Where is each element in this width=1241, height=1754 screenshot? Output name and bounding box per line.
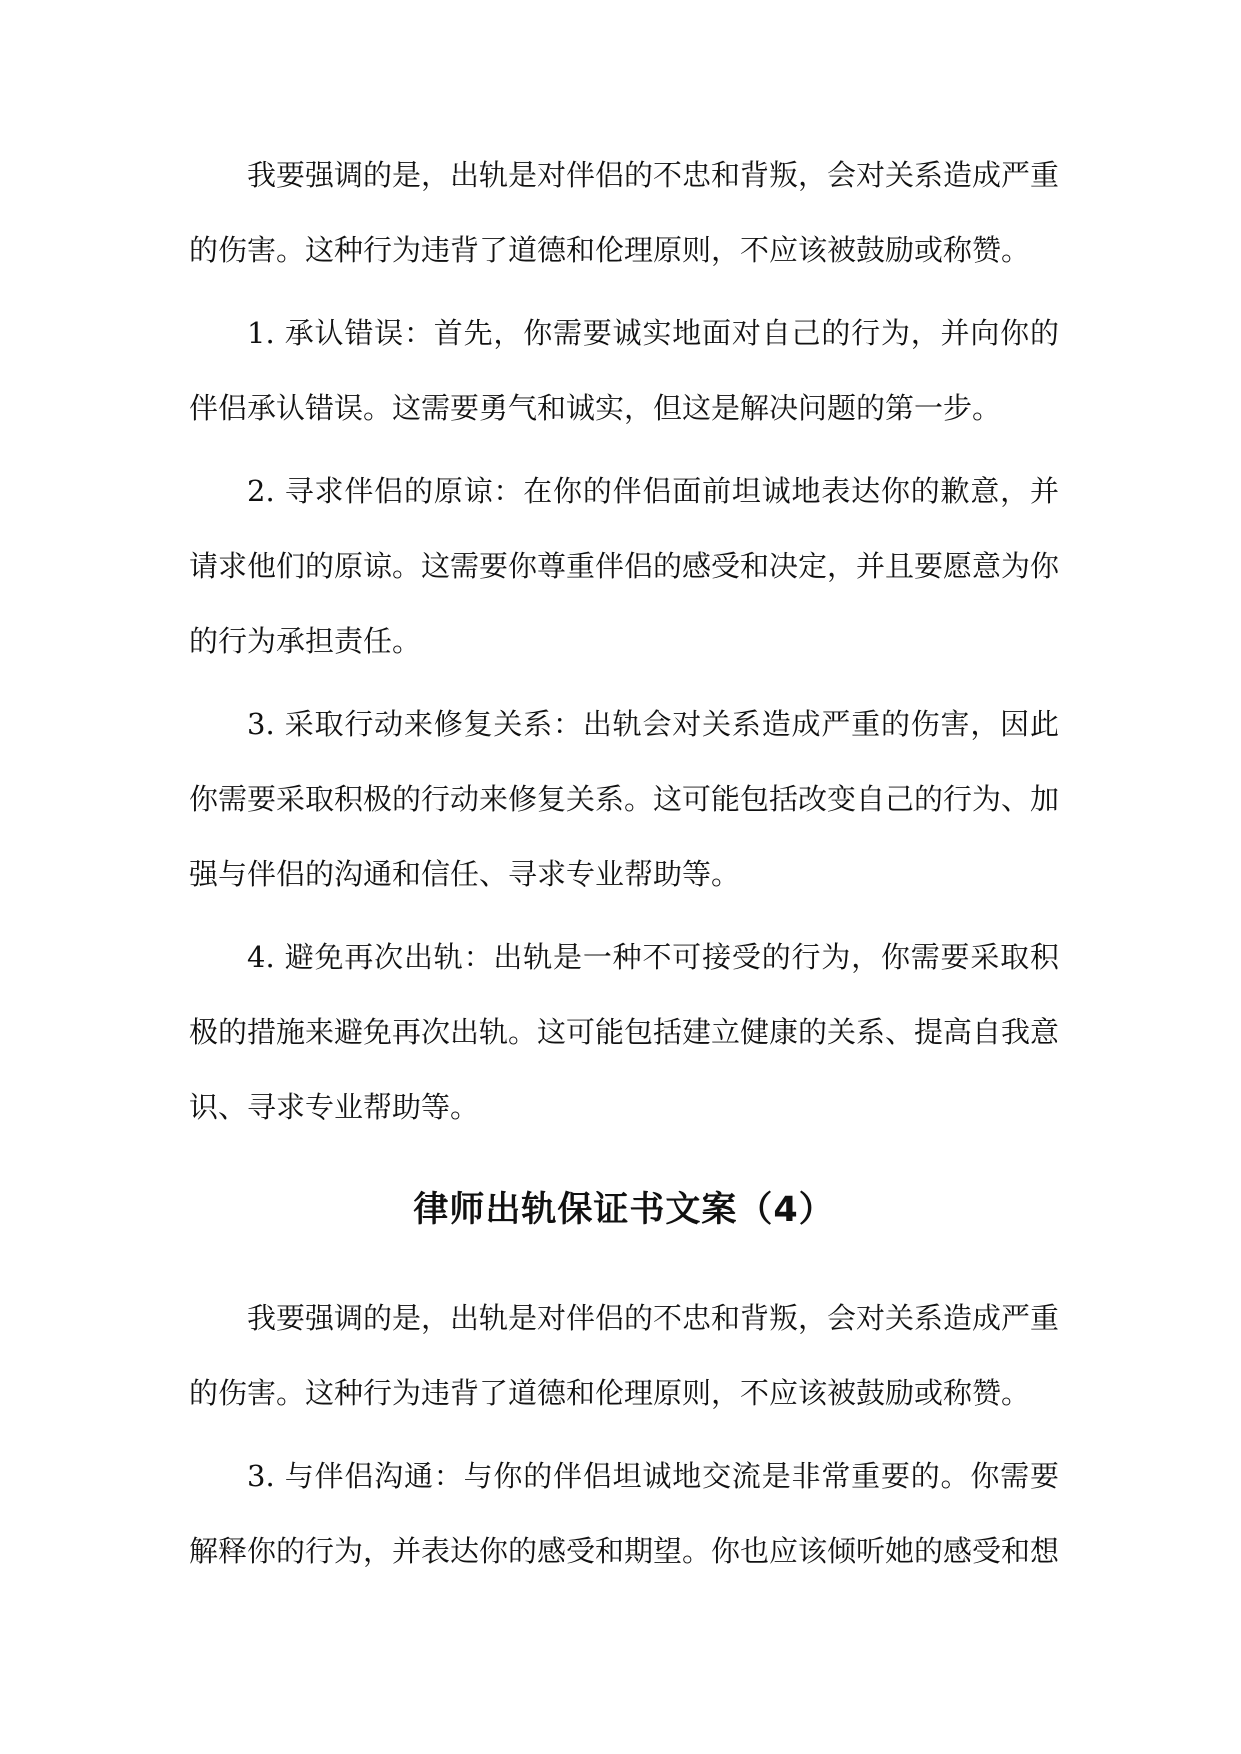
section-step-3-paragraph: 3. 与伴侣沟通：与你的伴侣坦诚地交流是非常重要的。你需要解释你的行为，并表达你的感受和期望。你也应该倾听她的感受和想 — [189, 1459, 1060, 1568]
intro-paragraph: 我要强调的是，出轨是对伴侣的不忠和背叛，会对关系造成严重的伤害。这种行为违背了道德和伦理原则，不应该被鼓励或称赞。 — [189, 158, 1060, 267]
document-body — [189, 138, 1059, 1597]
step-4-paragraph: 4. 避免再次出轨：出轨是一种不可接受的行为，你需要采取积极的措施来避免再次出轨。这可能包括建立健康的关系、提高自我意识、寻求专业帮助等。 — [189, 940, 1060, 1124]
section-intro-paragraph: 我要强调的是，出轨是对伴侣的不忠和背叛，会对关系造成严重的伤害。这种行为违背了道德和伦理原则，不应该被鼓励或称赞。 — [189, 1301, 1060, 1410]
step-3-paragraph: 3. 采取行动来修复关系：出轨会对关系造成严重的伤害，因此你需要采取积极的行动来修复关系。这可能包括改变自己的行为、加强与伴侣的沟通和信任、寻求专业帮助等。 — [189, 707, 1060, 891]
step-2-paragraph: 2. 寻求伴侣的原谅：在你的伴侣面前坦诚地表达你的歉意，并请求他们的原谅。这需要你尊重伴侣的感受和决定，并且要愿意为你的行为承担责任。 — [189, 474, 1060, 658]
section-heading: 律师出轨保证书文案（4） — [413, 1190, 835, 1230]
step-1-paragraph: 1. 承认错误：首先，你需要诚实地面对自己的行为，并向你的伴侣承认错误。这需要勇气和诚实，但这是解决问题的第一步。 — [189, 316, 1059, 425]
